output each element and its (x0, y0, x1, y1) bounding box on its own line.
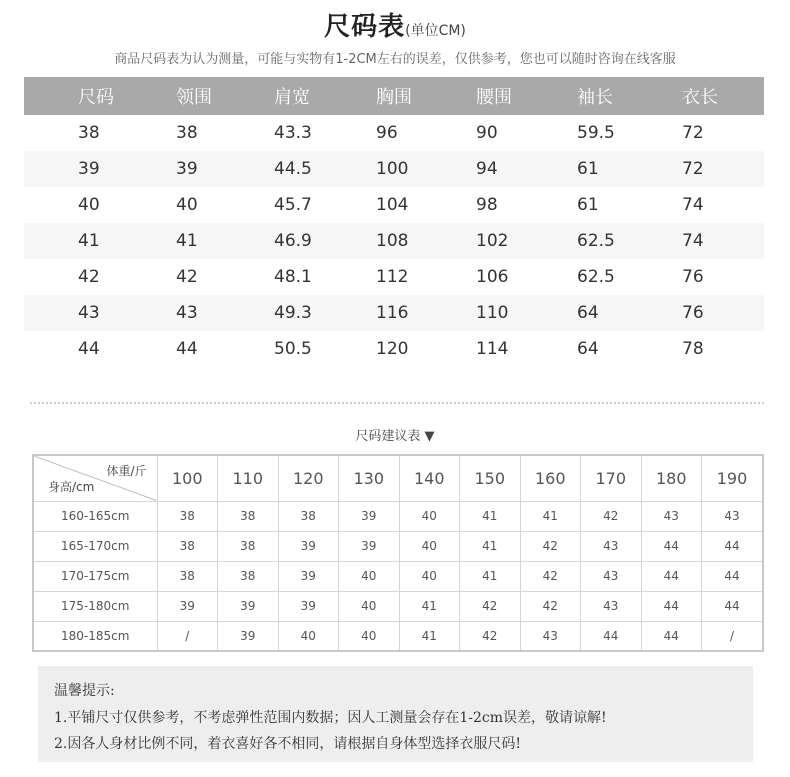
size-cell: 44 (78, 339, 100, 359)
recommended-size-cell: 38 (218, 561, 279, 591)
size-table (24, 77, 764, 367)
size-cell: 48.1 (274, 267, 312, 287)
weight-header-cell: 130 (339, 455, 400, 501)
recommended-size-cell: 38 (278, 501, 339, 531)
size-cell: 42 (176, 267, 198, 287)
recommendation-table (32, 454, 764, 652)
size-cell: 42 (78, 267, 100, 287)
size-row (24, 295, 764, 331)
tips-box (38, 666, 753, 762)
size-cell: 40 (78, 195, 100, 215)
recommended-size-cell: 40 (278, 621, 339, 651)
height-range-cell: 160-165cm (33, 501, 157, 531)
weight-header-cell: 180 (641, 455, 702, 501)
recommendation-title: 尺码建议表 ▼ (355, 429, 435, 444)
recommended-size-cell: 40 (339, 591, 400, 621)
size-cell: 102 (436, 223, 536, 259)
size-cell: 120 (376, 339, 409, 359)
weight-header-cell: 120 (278, 455, 339, 501)
recommended-size-cell: 43 (581, 561, 642, 591)
recommended-size-cell: 44 (641, 591, 702, 621)
size-header-cell: 胸围 (335, 77, 436, 115)
weight-header-cell: 150 (460, 455, 521, 501)
size-row (24, 331, 764, 367)
recommendation-row (33, 561, 763, 591)
dotted-divider (30, 402, 764, 404)
size-cell: 43 (131, 295, 229, 331)
title-main: 尺码表 (324, 12, 406, 42)
recommended-size-cell: 44 (581, 621, 642, 651)
recommended-size-cell: 39 (278, 591, 339, 621)
size-cell: 50.5 (274, 339, 312, 359)
size-cell: 72 (682, 123, 704, 143)
height-range-cell: 165-170cm (33, 531, 157, 561)
recommendation-row (33, 621, 763, 651)
page-title (0, 6, 790, 43)
recommended-size-cell: 39 (339, 531, 400, 561)
tips-title: 温馨提示: (54, 683, 115, 699)
recommended-size-cell: 42 (520, 531, 581, 561)
size-cell: 40 (176, 195, 198, 215)
size-cell: 61 (577, 195, 599, 215)
recommended-size-cell: 43 (702, 501, 764, 531)
size-cell: 96 (376, 123, 398, 143)
title-unit: (单位CM) (405, 23, 466, 39)
size-cell: 43.3 (274, 123, 312, 143)
size-cell: 62.5 (536, 223, 639, 259)
size-header-cell: 袖长 (536, 77, 639, 115)
recommended-size-cell: / (702, 621, 764, 651)
size-header-cell: 腰围 (436, 77, 536, 115)
recommended-size-cell: 41 (460, 531, 521, 561)
size-cell: 61 (536, 151, 639, 187)
tips-line: 2.因各人身材比例不同，着衣喜好各不相同，请根据自身体型选择衣服尺码! (54, 736, 521, 752)
recommended-size-cell: 44 (702, 591, 764, 621)
recommended-size-cell: 38 (157, 531, 218, 561)
weight-header-cell: 110 (218, 455, 279, 501)
size-cell: 94 (436, 151, 536, 187)
size-cell: 108 (335, 223, 436, 259)
recommended-size-cell: 40 (399, 561, 460, 591)
height-range-cell: 170-175cm (33, 561, 157, 591)
tips-line: 1.平铺尺寸仅供参考，不考虑弹性范围内数据；因人工测量会存在1-2cm误差，敬请谅解! (54, 710, 607, 726)
weight-header-cell: 160 (520, 455, 581, 501)
size-cell: 74 (639, 223, 764, 259)
height-range-cell: 175-180cm (33, 591, 157, 621)
recommended-size-cell: 44 (641, 561, 702, 591)
size-cell: 114 (476, 339, 509, 359)
recommended-size-cell: 44 (641, 531, 702, 561)
recommended-size-cell: 39 (218, 621, 279, 651)
recommended-size-cell: 41 (520, 501, 581, 531)
size-cell: 110 (436, 295, 536, 331)
recommended-size-cell: 42 (581, 501, 642, 531)
recommended-size-cell: 42 (520, 561, 581, 591)
recommendation-row (33, 591, 763, 621)
recommended-size-cell: 41 (399, 621, 460, 651)
recommended-size-cell: 38 (157, 561, 218, 591)
size-header-cell: 尺码 (24, 77, 131, 115)
size-cell: 74 (682, 195, 704, 215)
size-cell: 59.5 (577, 123, 615, 143)
size-cell: 116 (335, 295, 436, 331)
size-row (24, 187, 764, 223)
recommended-size-cell: 43 (581, 591, 642, 621)
size-cell: 49.3 (229, 295, 335, 331)
recommended-size-cell: 44 (641, 621, 702, 651)
recommended-size-cell: 40 (339, 561, 400, 591)
recommended-size-cell: 38 (157, 501, 218, 531)
size-cell: 72 (639, 151, 764, 187)
size-cell: 100 (335, 151, 436, 187)
size-table-header (24, 77, 764, 115)
recommended-size-cell: 38 (218, 501, 279, 531)
size-cell: 112 (376, 267, 409, 287)
weight-header-cell: 140 (399, 455, 460, 501)
size-cell: 64 (577, 339, 599, 359)
recommended-size-cell: 43 (520, 621, 581, 651)
size-cell: 62.5 (577, 267, 615, 287)
recommendation-row (33, 501, 763, 531)
size-cell: 44.5 (229, 151, 335, 187)
size-cell: 39 (24, 151, 131, 187)
recommendation-row (33, 531, 763, 561)
recommended-size-cell: 41 (460, 561, 521, 591)
corner-cell (33, 455, 157, 501)
weight-header-cell: 190 (702, 455, 764, 501)
size-header-cell: 肩宽 (229, 77, 335, 115)
size-cell: 43 (24, 295, 131, 331)
weight-label: 体重/斤 (106, 464, 147, 478)
recommended-size-cell: 43 (581, 531, 642, 561)
size-cell: 38 (78, 123, 100, 143)
weight-header-cell: 170 (581, 455, 642, 501)
recommended-size-cell: 39 (218, 591, 279, 621)
recommended-size-cell: 39 (339, 501, 400, 531)
recommended-size-cell: 44 (702, 531, 764, 561)
size-header-cell: 领围 (131, 77, 229, 115)
recommended-size-cell: / (157, 621, 218, 651)
recommendation-header (33, 455, 763, 501)
recommended-size-cell: 39 (278, 561, 339, 591)
size-cell: 76 (682, 267, 704, 287)
size-cell: 106 (476, 267, 509, 287)
size-cell: 78 (682, 339, 704, 359)
recommended-size-cell: 39 (157, 591, 218, 621)
recommended-size-cell: 42 (460, 621, 521, 651)
recommended-size-cell: 41 (399, 591, 460, 621)
size-cell: 38 (176, 123, 198, 143)
size-cell: 46.9 (229, 223, 335, 259)
recommended-size-cell: 43 (641, 501, 702, 531)
size-cell: 104 (376, 195, 409, 215)
size-cell: 90 (476, 123, 498, 143)
recommended-size-cell: 44 (702, 561, 764, 591)
size-cell: 45.7 (274, 195, 312, 215)
size-cell: 41 (131, 223, 229, 259)
size-cell: 44 (176, 339, 198, 359)
size-row (24, 151, 764, 187)
size-cell: 76 (639, 295, 764, 331)
height-range-cell: 180-185cm (33, 621, 157, 651)
recommended-size-cell: 39 (278, 531, 339, 561)
size-row (24, 259, 764, 295)
recommended-size-cell: 40 (399, 501, 460, 531)
size-row (24, 223, 764, 259)
size-cell: 98 (476, 195, 498, 215)
size-row (24, 115, 764, 151)
subtitle: 商品尺码表为认为测量，可能与实物有1-2CM左右的误差，仅供参考，您也可以随时咨询在线客服 (114, 52, 676, 67)
recommended-size-cell: 42 (520, 591, 581, 621)
size-cell: 41 (24, 223, 131, 259)
recommended-size-cell: 38 (218, 531, 279, 561)
recommended-size-cell: 40 (339, 621, 400, 651)
recommended-size-cell: 41 (460, 501, 521, 531)
height-label: 身高/cm (48, 479, 95, 494)
size-cell: 64 (536, 295, 639, 331)
size-header-cell: 衣长 (639, 77, 764, 115)
weight-header-cell: 100 (157, 455, 218, 501)
recommended-size-cell: 42 (460, 591, 521, 621)
recommended-size-cell: 40 (399, 531, 460, 561)
size-cell: 39 (131, 151, 229, 187)
